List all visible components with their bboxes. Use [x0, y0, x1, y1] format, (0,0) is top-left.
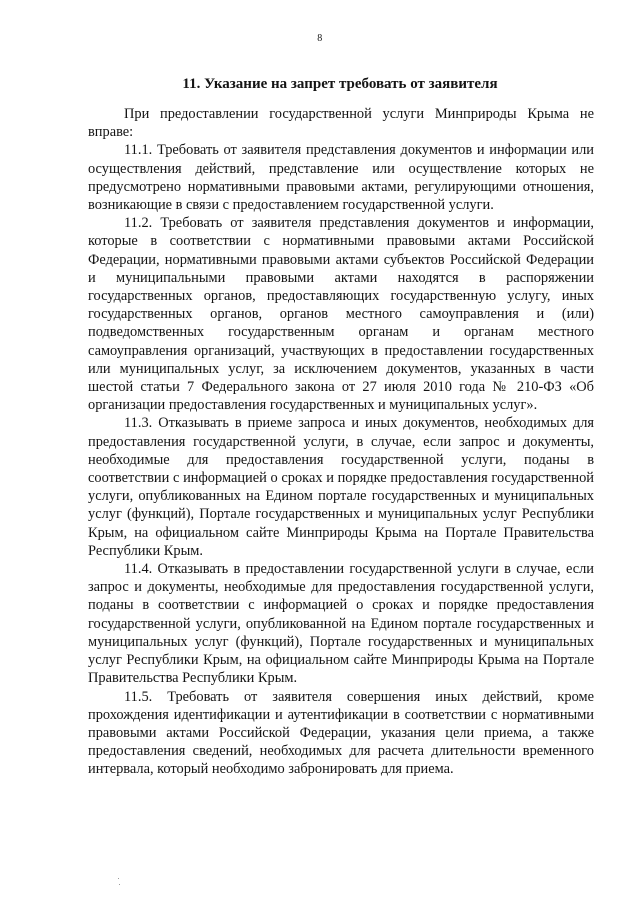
page-number: 8: [317, 33, 323, 44]
intro-paragraph: При предоставлении государственной услуги Минприроды Крыма не вправе:: [88, 106, 594, 141]
clause-11-4: 11.4. Отказывать в предоставлении государственной услуги в случае, если запрос и документы, необходимые для предоставления государственной услуги, поданы в соответствии с информацией о сроках и порядке предоставления государственной услуги, опубликованной на Едином портале государственных и муниципальных услуг (функций), Портале государственных и муниципальных услуг Республики Крым, на официальном сайте Минприроды Крыма на Портале Правительства Республики Крым.: [88, 561, 594, 687]
scan-speck: [119, 884, 120, 885]
scan-speck: [118, 878, 119, 879]
clause-11-3: 11.3. Отказывать в приеме запроса и иных документов, необходимых для предоставления государственной услуги, в случае, если запрос и документы, необходимые для предоставления государственной услуги, поданы в соответствии с информацией о сроках и порядке предоставления государственной услуги, опубликованных на Едином портале государственных и муниципальных услуг (функций), Портале государственных и муниципальных услуг Республики Крым, на официальном сайте Минприроды Крыма на Портале Правительства Республики Крым.: [88, 415, 594, 559]
clause-11-5: 11.5. Требовать от заявителя совершения иных действий, кроме прохождения идентификации и аутентификации в соответствии с нормативными правовыми актами Российской Федерации, указания цели приема, а также предоставления сведений, необходимых для расчета длительности временного интервала, который необходимо забронировать для приема.: [88, 688, 594, 778]
document-body: [88, 105, 594, 779]
clause-11-2: 11.2. Требовать от заявителя представления документов и информации, которые в соответствии с нормативными правовыми актами Российской Федерации, нормативными правовыми актами субъектов Российской Федерации и муниципальными правовыми актами находятся в распоряжении государственных органов, предоставляющих государственную услугу, иных государственных органов, органов местного самоуправления и (или) подведомственных государственным органам и органам местного самоуправления организаций, участвующих в предоставлении государственных или муниципальных услуг, за исключением документов, указанных в части шестой статьи 7 Федерального закона от 27 июля 2010 года № 210-ФЗ «Об организации предоставления государственных и муниципальных услуг».: [88, 215, 594, 414]
section-title: 11. Указание на запрет требовать от заявителя: [182, 76, 498, 92]
clause-11-1: 11.1. Требовать от заявителя представления документов и информации или осуществления действий, представление или осуществление которых не предусмотрено нормативными правовыми актами, регулирующими отношения, возникающие в связи с предоставлением государственной услуги.: [88, 142, 594, 214]
